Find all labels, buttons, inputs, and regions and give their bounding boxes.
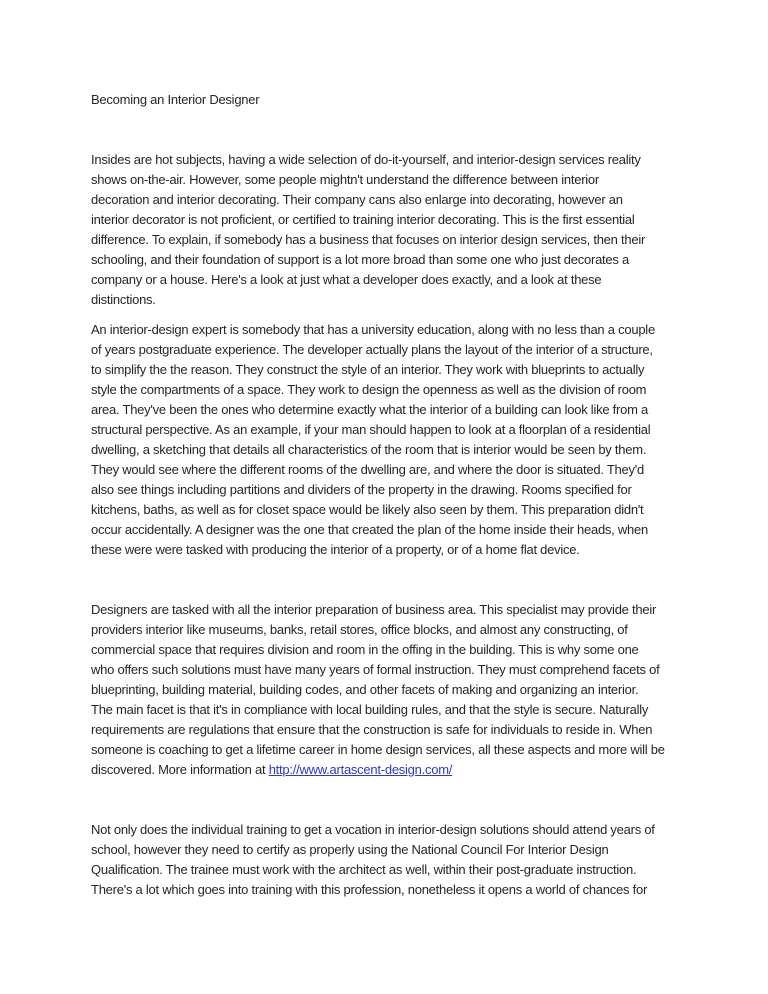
text-line: of years postgraduate experience. The developer actually plans the layout of the interior of a structure,: [91, 342, 653, 357]
text-line: area. They've been the ones who determine exactly what the interior of a building can look like from a: [91, 402, 649, 417]
text-line: style the compartments of a space. They work to design the openness as well as the division of room: [91, 382, 647, 397]
paragraph: [91, 790, 768, 810]
paragraph: [91, 150, 768, 310]
artascent-design-link[interactable]: http://www.artascent-design.com/: [268, 762, 453, 777]
text-line: commercial space that requires division and room in the offing in the building. This is why some one: [91, 642, 639, 657]
paragraph: [91, 570, 768, 590]
text-line: Not only does the individual training to get a vocation in interior-design solutions should attend years of: [91, 822, 655, 837]
text-line: structural perspective. As an example, if your man should happen to look at a floorplan of a residential: [91, 422, 651, 437]
paragraph: [91, 820, 768, 900]
link-line-prefix: discovered. More information at: [91, 762, 269, 777]
text-line: shows on-the-air. However, some people mightn't understand the difference between interior: [91, 172, 599, 187]
text-line: school, however they need to certify as properly using the National Council For Interior Design: [91, 842, 609, 857]
text-line: kitchens, baths, as well as for closet space would be likely also seen by them. This preparation didn't: [91, 502, 644, 517]
text-line: interior decorator is not proficient, or certified to training interior decorating. This is the first essential: [91, 212, 635, 227]
text-line: dwelling, a sketching that details all characteristics of the room that is interior would be seen by them.: [91, 442, 647, 457]
text-line: providers interior like museums, banks, retail stores, office blocks, and almost any constructing, of: [91, 622, 628, 637]
text-line: Designers are tasked with all the interior preparation of business area. This specialist may provide their: [91, 602, 657, 617]
text-line: schooling, and their foundation of support is a lot more broad than some one who just decorates a: [91, 252, 629, 267]
text-line: blueprinting, building material, building codes, and other facets of making and organizing an interior.: [91, 682, 639, 697]
text-line: [91, 120, 768, 140]
text-line: Qualification. The trainee must work with the architect as well, within their post-graduate instruction.: [91, 862, 637, 877]
text-line: decoration and interior decorating. Their company cans also enlarge into decorating, however an: [91, 192, 623, 207]
text-line: They would see where the different rooms of the dwelling are, and where the door is situated. They'd: [91, 462, 644, 477]
text-line: to simplify the the reason. They construct the style of an interior. They work with blueprints to actually: [91, 362, 645, 377]
text-line: someone is coaching to get a lifetime career in home design services, all these aspects and more will be: [91, 742, 665, 757]
text-line: who offers such solutions must have many years of formal instruction. They must comprehend facets of: [91, 662, 660, 677]
text-line: The main facet is that it's in compliance with local building rules, and that the style is secure. Naturally: [91, 702, 649, 717]
text-line: requirements are regulations that ensure that the construction is safe for individuals to reside in. When: [91, 722, 653, 737]
paragraph: [91, 320, 768, 560]
document-body: [91, 120, 768, 900]
text-line: [91, 790, 768, 810]
text-line: distinctions.: [91, 292, 156, 307]
text-line: occur accidentally. A designer was the one that created the plan of the home inside their heads, when: [91, 522, 648, 537]
text-line: also see things including partitions and dividers of the property in the drawing. Rooms specified for: [91, 482, 632, 497]
text-line: [91, 760, 768, 780]
paragraph: [91, 120, 768, 140]
text-line: company or a house. Here's a look at just what a developer does exactly, and a look at these: [91, 272, 602, 287]
paragraph: [91, 600, 768, 780]
text-line: There's a lot which goes into training with this profession, nonetheless it opens a world of chances for: [91, 882, 648, 897]
text-line: [91, 570, 768, 590]
text-line: An interior-design expert is somebody that has a university education, along with no less than a couple: [91, 322, 655, 337]
text-line: these were were tasked with producing the interior of a property, or of a home flat device.: [91, 542, 580, 557]
text-line: Insides are hot subjects, having a wide selection of do-it-yourself, and interior-design services reality: [91, 152, 641, 167]
document-title: Becoming an Interior Designer: [91, 92, 260, 107]
text-line: difference. To explain, if somebody has a business that focuses on interior design services, then their: [91, 232, 646, 247]
